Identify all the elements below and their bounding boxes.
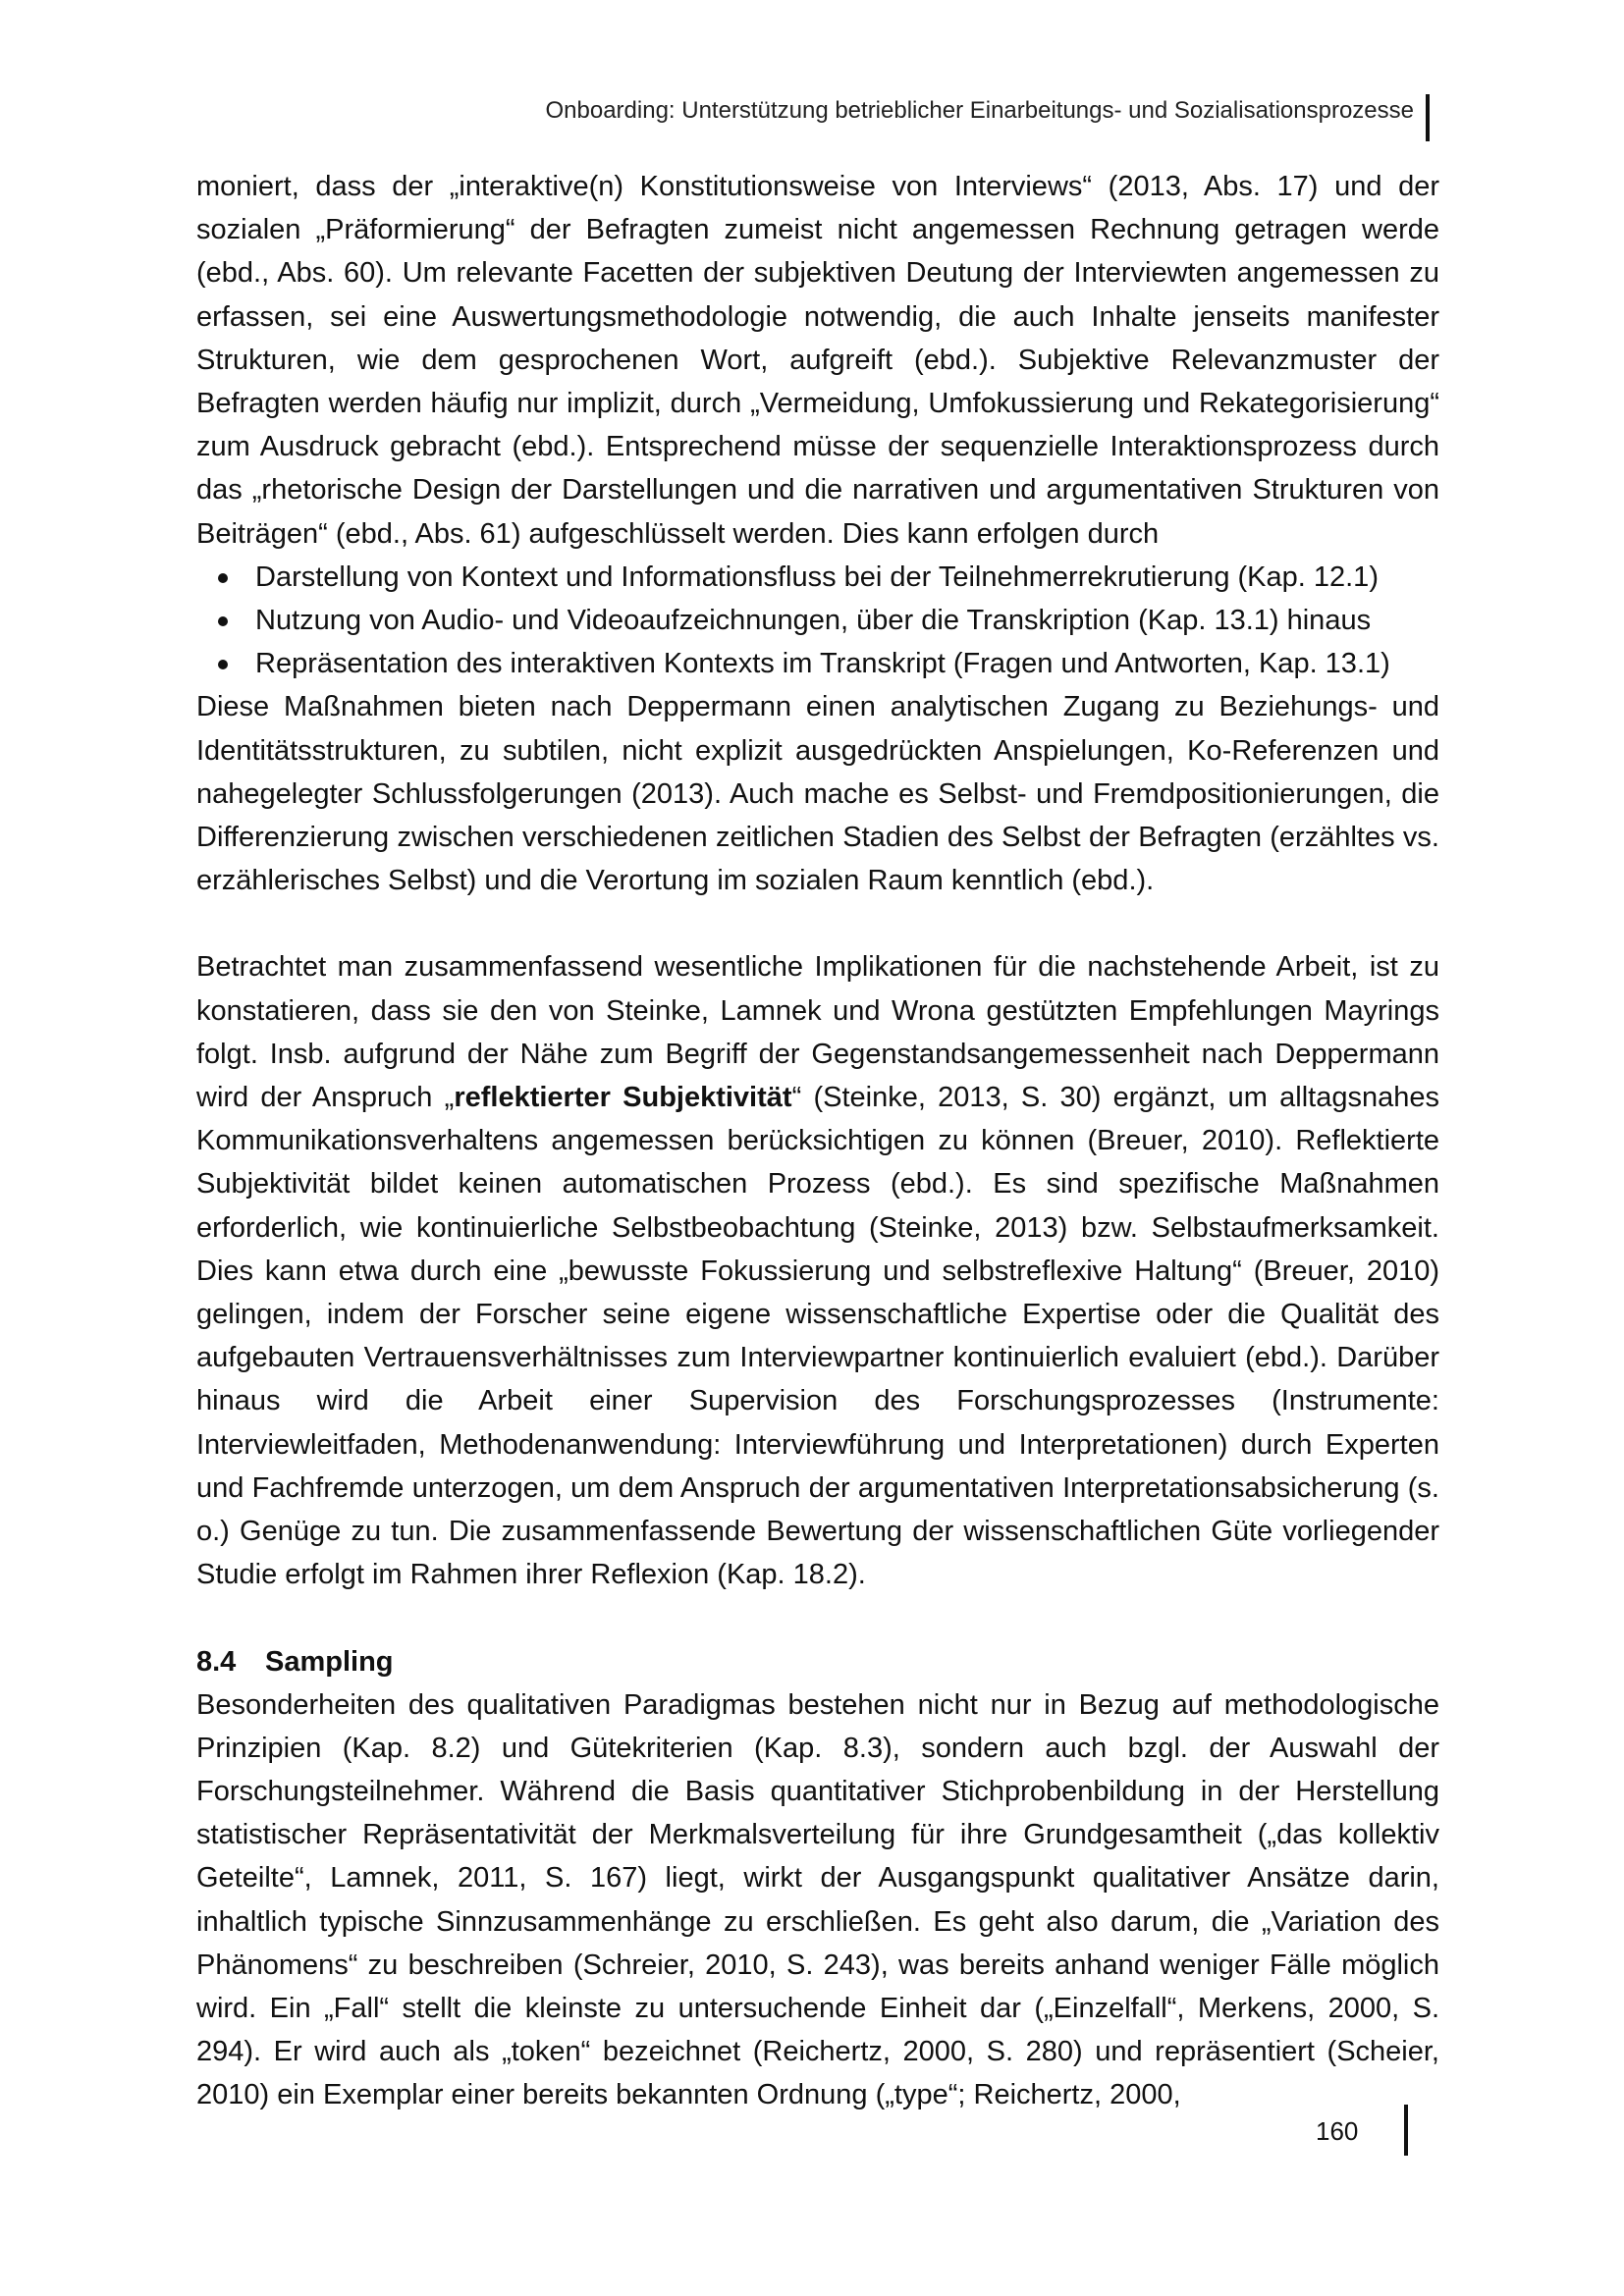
- list-item: [196, 556, 1439, 599]
- section-title: Sampling: [265, 1645, 394, 1678]
- paragraph-gap: [196, 1597, 1439, 1640]
- bullet-list: [196, 556, 1439, 686]
- section-number: 8.4: [196, 1645, 237, 1678]
- running-header: Onboarding: Unterstützung betrieblicher Einarbeitungs- und Sozialisationsprozesse: [545, 97, 1414, 124]
- list-item-text: Darstellung von Kontext und Informationsfluss bei der Teilnehmerrekrutierung (Kap. 12.1): [255, 561, 1379, 593]
- section-heading: [196, 1640, 1439, 1683]
- bold-term: reflektierter Subjektivität: [454, 1082, 792, 1114]
- paragraph-sampling: Besonderheiten des qualitativen Paradigmas bestehen nicht nur in Bezug auf methodologische Prinzipien (Kap. 8.2) und Gütekriterien (Kap. 8.3), sondern auch bzgl. der Auswahl der Forschungsteilnehmer. Während die Basis quantitativer Stichprobenbildung in der Herstellung statistischer Repräsentativität der Merkmalsverteilung für ihre Grundgesamtheit („das kollektiv Geteilte“, Lamnek, 2011, S. 167) liegt, wirkt der Ausgangspunkt qualitativer Ansätze darin, inhaltlich typische Sinnzusammenhänge zu erschließen. Es geht also darum, die „Variation des Phänomens“ zu beschreiben (Schreier, 2010, S. 243), was bereits anhand weniger Fälle möglich wird. Ein „Fall“ stellt die kleinste zu untersuchende Einheit dar („Einzelfall“, Merkens, 2000, S. 294). Er wird auch als „token“ bezeichnet (Reichertz, 2000, S. 280) und repräsentiert (Scheier, 2010) ein Exemplar einer bereits bekannten Ordnung („type“; Reichertz, 2000,: [196, 1688, 1439, 2111]
- list-item-text: Nutzung von Audio- und Videoaufzeichnungen, über die Transkription (Kap. 13.1) hinaus: [255, 605, 1372, 637]
- page-number: 160: [1316, 2116, 1359, 2146]
- text-run: “ (Steinke, 2013, S. 30) ergänzt, um alltagsnahes Kommunikationsverhaltens angemessen berücksichtigen zu können (Breuer, 2010). Reflektierte Subjektivität bildet keinen automatischen Prozess (ebd.). Es sind spezifische Maßnahmen erforderlich, wie kontinuierliche Selbstbeobachtung (Steinke, 2013) bzw. Selbstaufmerksamkeit. Dies kann etwa durch eine „bewusste Fokussierung und selbstreflexive Haltung“ (Breuer, 2010) gelingen, indem der Forscher seine eigene wissenschaftliche Expertise oder die Qualität des aufgebauten Vertrauensverhältnisses zum Interviewpartner kontinuierlich evaluiert (ebd.). Darüber hinaus wird die Arbeit einer Supervision des Forschungsprozesses (Instrumente: Interviewleitfaden, Methodenanwendung: Interviewführung und Interpretationen) durch Experten und Fachfremde unterzogen, um dem Anspruch der argumentativen Interpretationsabsicherung (s. o.) Genüge zu tun. Die zusammenfassende Bewertung der wissenschaftlichen Güte vorliegender Studie erfolgt im Rahmen ihrer Reflexion (Kap. 18.2).: [196, 1082, 1440, 1591]
- bullet-icon: [218, 660, 228, 669]
- list-item-text: Repräsentation des interaktiven Kontexts im Transkript (Fragen und Antworten, Kap. 13.1): [255, 648, 1390, 680]
- bullet-icon: [218, 573, 228, 583]
- text-run: Betrachtet man zusammenfassend wesentliche Implikationen für die nachstehende Arbeit, ist zu konstatieren, dass sie den von Steinke, Lamnek und Wrona gestützten Empfehlungen Mayrings folgt. Insb. aufgrund der Nähe zum Begriff der Gegenstandsangemessenheit nach Deppermann wird der Anspruch „: [196, 951, 1439, 1114]
- header-rule: [1426, 94, 1430, 141]
- bullet-icon: [218, 616, 228, 626]
- page-body: [196, 165, 1439, 2117]
- paragraph-deppermann-critique: moniert, dass der „interaktive(n) Konstitutionsweise von Interviews“ (2013, Abs. 17) und der sozialen „Präformierung“ der Befragten zumeist nicht angemessen Rechnung getragen werde (ebd., Abs. 60). Um relevante Facetten der subjektiven Deutung der Interviewten angemessen zu erfassen, sei eine Auswertungsmethodologie notwendig, die auch Inhalte jenseits manifester Strukturen, wie dem gesprochenen Wort, aufgreift (ebd.). Subjektive Relevanzmuster der Befragten werden häufig nur implizit, durch „Vermeidung, Umfokussierung und Rekategorisierung“ zum Ausdruck gebracht (ebd.). Entsprechend müsse der sequenzielle Interaktionsprozess durch das „rhetorische Design der Darstellungen und die narrativen und argumentativen Strukturen von Beiträgen“ (ebd., Abs. 61) aufgeschlüsselt werden. Dies kann erfolgen durch: [196, 171, 1439, 550]
- list-item: [196, 599, 1439, 642]
- footer-rule: [1404, 2105, 1408, 2156]
- paragraph-implications: [196, 945, 1439, 1596]
- paragraph-analytical-access: Diese Maßnahmen bieten nach Deppermann einen analytischen Zugang zu Beziehungs- und Identitätsstrukturen, zu subtilen, nicht explizit ausgedrückten Anspielungen, Ko-Referenzen und nahegelegter Schlussfolgerungen (2013). Auch mache es Selbst- und Fremdpositionierungen, die Differenzierung zwischen verschiedenen zeitlichen Stadien des Selbst der Befragten (erzähltes vs. erzählerisches Selbst) und die Verortung im sozialen Raum kenntlich (ebd.).: [196, 691, 1439, 897]
- paragraph-gap: [196, 902, 1439, 945]
- list-item: [196, 642, 1439, 685]
